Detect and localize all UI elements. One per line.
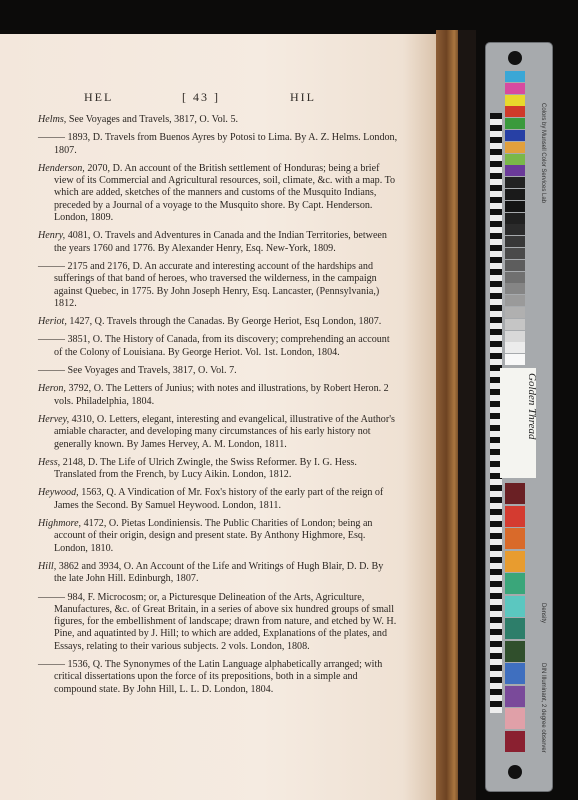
color-patch — [505, 272, 525, 283]
color-patch — [505, 142, 525, 153]
color-patch — [505, 641, 525, 662]
entry-text: 984, F. Microcosm; or, a Picturesque Delineation of the Arts, Agriculture, Manufactures, &c. of Great Britain, in a series of above six hundred groups of small figures, for the embellishment of landscape; drawn from nature, and etched by W. H. Pine, and aquatinted by J. Hill; to which are added, Explanations of the plates, and Essays, relating to their various subjects. 2 vols. London, 1808. — [54, 591, 397, 652]
catalog-entry — [38, 365, 398, 377]
running-header — [0, 90, 438, 110]
color-patch — [505, 213, 525, 224]
catalog-entry — [38, 114, 398, 126]
entry-text: 2175 and 2176, D. An accurate and interesting account of the hardships and sufferings of that band of heroes, who traversed the wilderness, in the campaign against Quebec, in 1775. By John Joseph Henry, Esq. Lancaster, (Pennsylvania,) 1812. — [54, 260, 380, 309]
catalog-entry — [38, 659, 398, 696]
color-patch — [505, 307, 525, 318]
catalog-entry — [38, 414, 398, 451]
entry-text: 2070, D. An account of the British settlement of Honduras; being a brief view of its Commercial and Agricultural resources, soil, climate, &c. with a map. To which are added, sketches of the manners and customs of the Musquito Indians, preceded by a Journal of a voyage to the Musquito shore. By Capt. Henderson. London, 1809. — [54, 162, 396, 224]
color-patch — [505, 71, 525, 82]
color-patch — [505, 573, 525, 594]
color-patch — [505, 283, 525, 294]
catalog-entry — [38, 163, 398, 224]
color-patch — [505, 95, 525, 106]
catalog-entry — [38, 230, 398, 255]
entry-text: 1893, D. Travels from Buenos Ayres by Potosi to Lima. By A. Z. Helms. London, 1807. — [54, 132, 398, 156]
entry-text: See Voyages and Travels, 3817, O. Vol. 7. — [67, 365, 237, 377]
color-patch — [505, 596, 525, 617]
catalog-entry — [38, 316, 398, 328]
catalog-entries — [38, 114, 398, 702]
catalog-entry — [38, 383, 398, 408]
color-patch — [505, 236, 525, 247]
color-patch — [505, 248, 525, 259]
density-label: Density — [540, 603, 546, 624]
entry-text: 1563, Q. A Vindication of Mr. Fox's history of the early part of the reign of James the Second. By Samuel Heywood. London, 1811. — [54, 487, 384, 511]
entry-head: ——— — [38, 132, 65, 144]
catalog-entry — [38, 334, 398, 359]
header-left: HEL — [84, 90, 114, 104]
catalog-entry — [38, 592, 398, 653]
entry-head: Hill, — [38, 560, 57, 572]
entry-head: ——— — [38, 591, 65, 603]
color-patch — [505, 483, 525, 504]
color-patch — [505, 731, 525, 752]
color-patch — [505, 708, 525, 729]
color-patch — [505, 154, 525, 165]
color-patch — [505, 83, 525, 94]
entry-text: 2148, D. The Life of Ulrich Zwingle, the Swiss Reformer. By I. G. Hess. Translated from the French, by Lucy Aikin. London, 1812. — [54, 456, 357, 481]
entry-text: 3851, O. The History of Canada, from its discovery; comprehending an account of the Colony of Louisiana. By George Heriot. Vol. 1st. London, 1804. — [54, 334, 390, 358]
color-patch — [505, 177, 525, 188]
entry-head: Highmore, — [38, 518, 82, 530]
color-patch — [505, 165, 525, 176]
color-patch — [505, 551, 525, 572]
color-patch — [505, 260, 525, 271]
color-checker-strip — [485, 42, 553, 792]
catalog-entry — [38, 261, 398, 310]
entry-head: Heron, — [38, 383, 66, 395]
entry-head: Henderson, — [38, 162, 85, 174]
strip-top-text: Colors by Munsell Color Services Lab — [540, 103, 546, 204]
strip-bottom-text: DIN Illuminant, 2 degree observer — [540, 663, 546, 753]
entry-head: ——— — [38, 365, 65, 377]
entry-text: 4310, O. Letters, elegant, interesting and evangelical, illustrative of the Author's amiable character, and developing many circumstances of his early history not generally known. By James Hervey, A. M. London, 1811. — [54, 413, 395, 450]
color-patch — [505, 189, 525, 200]
color-patch — [505, 528, 525, 549]
entry-head: ——— — [38, 260, 65, 272]
entry-text: 4081, O. Travels and Adventures in Canada and the Indian Territories, between the years 1760 and 1776. By Alexander Henry, Esq. New-York, 1809. — [54, 230, 387, 254]
color-patch — [505, 618, 525, 639]
color-patch — [505, 686, 525, 707]
color-patch — [505, 106, 525, 117]
strip-hole-top — [508, 51, 522, 65]
color-patch — [505, 295, 525, 306]
color-patch — [505, 354, 525, 365]
entry-text: 4172, O. Pietas Londiniensis. The Public Charities of London; being an account of their origin, design and present state. By Anthony Highmore, Esq. London, 1810. — [54, 518, 373, 554]
entry-head: Heriot, — [38, 316, 67, 328]
entry-head: Hervey, — [38, 413, 70, 425]
entry-text: 3792, O. The Letters of Junius; with notes and illustrations, by Robert Heron. 2 vols. Philadelphia, 1804. — [54, 383, 389, 407]
color-patch — [505, 319, 525, 330]
catalog-entry — [38, 457, 398, 482]
color-patch — [505, 118, 525, 129]
entry-text: See Voyages and Travels, 3817, O. Vol. 5. — [68, 114, 239, 125]
page-gutter — [458, 30, 476, 800]
color-patch — [505, 224, 525, 235]
color-patch — [505, 331, 525, 342]
catalog-entry — [38, 132, 398, 157]
entry-text: 1536, Q. The Synonymes of the Latin Language alphabetically arranged; with critical dissertations upon the force of its prepositions, both in a simple and compound state. By John Hill, L. L. D. London, 1804. — [54, 658, 383, 695]
golden-thread-label: Golden Thread — [526, 373, 538, 440]
entry-text: 3862 and 3934, O. An Account of the Life and Writings of Hugh Blair, D. D. By the late John Hill. Edinburgh, 1807. — [54, 560, 384, 585]
entry-head: Hess, — [38, 456, 61, 468]
entry-head: ——— — [38, 334, 65, 346]
color-patch — [505, 342, 525, 353]
entry-head: Heywood, — [38, 487, 79, 499]
entry-head: Henry, — [38, 230, 66, 242]
header-right: HIL — [290, 90, 316, 104]
entry-text: 1427, Q. Travels through the Canadas. By George Heriot, Esq London, 1807. — [69, 316, 382, 328]
color-patch — [505, 201, 525, 212]
catalog-entry — [38, 518, 398, 555]
color-patch — [505, 663, 525, 684]
catalog-entry — [38, 561, 398, 586]
strip-hole-bottom — [508, 765, 522, 779]
page-number: [ 43 ] — [182, 90, 220, 104]
catalog-entry — [38, 487, 398, 512]
entry-head: ——— — [38, 658, 65, 670]
entry-head: Helms, — [38, 114, 67, 125]
color-patch — [505, 506, 525, 527]
color-patch — [505, 130, 525, 141]
